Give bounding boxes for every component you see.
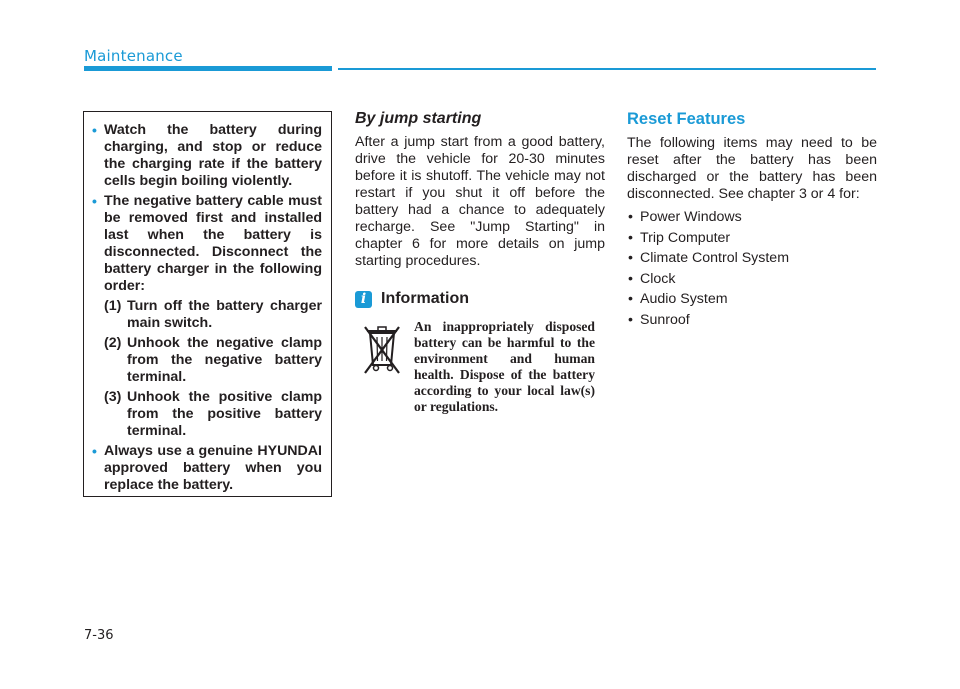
warning-bullet-text: Watch the battery during charging, and stop or reduce the charging rate if the battery cells begin boiling violently.: [104, 122, 322, 189]
reset-features-list: [627, 207, 877, 330]
bullet-dot-icon: •: [628, 291, 633, 307]
list-item: [627, 269, 877, 290]
information-body: [355, 319, 605, 415]
bullet-dot-icon: •: [92, 193, 97, 209]
info-icon: i: [355, 291, 372, 308]
step-text: Unhook the negative clamp from the negative battery terminal.: [127, 335, 322, 385]
bullet-dot-icon: •: [628, 250, 633, 266]
disconnect-step: [104, 335, 322, 386]
warning-bullet: [92, 122, 322, 190]
jump-start-heading: By jump starting: [355, 110, 482, 127]
warning-bullet-text: The negative battery cable must be removed first and installed last when the battery is disconnected. Disconnect the battery charger in the following order:: [104, 193, 322, 294]
information-title: Information: [381, 290, 469, 307]
bullet-dot-icon: •: [628, 209, 633, 225]
header-rule-thin: [338, 68, 876, 70]
step-number: (2): [104, 335, 122, 351]
list-item: [627, 248, 877, 269]
information-text: An inappropriately disposed battery can be harmful to the environment and human health. Dispose of the battery according to your local law(s) or regulations.: [414, 319, 595, 414]
header-rule-thick: [84, 66, 332, 71]
list-item-text: Trip Computer: [640, 229, 731, 246]
list-item-text: Audio System: [640, 291, 728, 307]
bullet-dot-icon: •: [628, 270, 633, 287]
jump-start-body: After a jump start from a good battery, drive the vehicle for 20-30 minutes before it is shutoff. The vehicle may not restart if you shut it off before the battery had a chance to adequately recharge. See "Jump Starting" in chapter 6 for more details on jump starting procedures.: [355, 134, 605, 269]
header-section-title: Maintenance: [84, 47, 183, 65]
list-item: [627, 310, 877, 331]
step-text: Turn off the battery charger main switch.: [127, 298, 322, 331]
disconnect-step: [104, 389, 322, 440]
list-item-text: Sunroof: [640, 311, 690, 328]
list-item-text: Climate Control System: [640, 250, 790, 266]
list-item: [627, 228, 877, 249]
bullet-dot-icon: •: [92, 443, 97, 459]
warning-bullet-text: Always use a genuine HYUNDAI approved battery when you replace the battery.: [104, 443, 322, 493]
list-item: [627, 207, 877, 228]
warning-bullet: [92, 443, 322, 494]
list-item: [627, 289, 877, 310]
bullet-dot-icon: •: [628, 311, 633, 328]
warning-bullet: [92, 193, 322, 295]
bullet-dot-icon: •: [628, 229, 633, 246]
page-number: 7-36: [84, 628, 114, 643]
list-item-text: Clock: [640, 270, 676, 287]
bullet-dot-icon: •: [92, 122, 97, 138]
warning-box: [83, 111, 332, 497]
reset-features-intro: The following items may need to be reset after the battery has been discharged or the battery has been disconnected. See chapter 3 or 4 for:: [627, 135, 877, 202]
jump-start-column: [355, 110, 605, 415]
disconnect-steps: [104, 298, 322, 440]
step-number: (1): [104, 298, 122, 314]
step-text: Unhook the positive clamp from the positive battery terminal.: [127, 389, 322, 439]
disconnect-step: [104, 298, 322, 332]
information-heading: [355, 290, 605, 308]
list-item-text: Power Windows: [640, 209, 742, 225]
crossed-bin-icon: [361, 321, 403, 377]
step-number: (3): [104, 389, 122, 405]
reset-features-column: [627, 110, 877, 330]
reset-features-heading: Reset Features: [627, 110, 746, 128]
